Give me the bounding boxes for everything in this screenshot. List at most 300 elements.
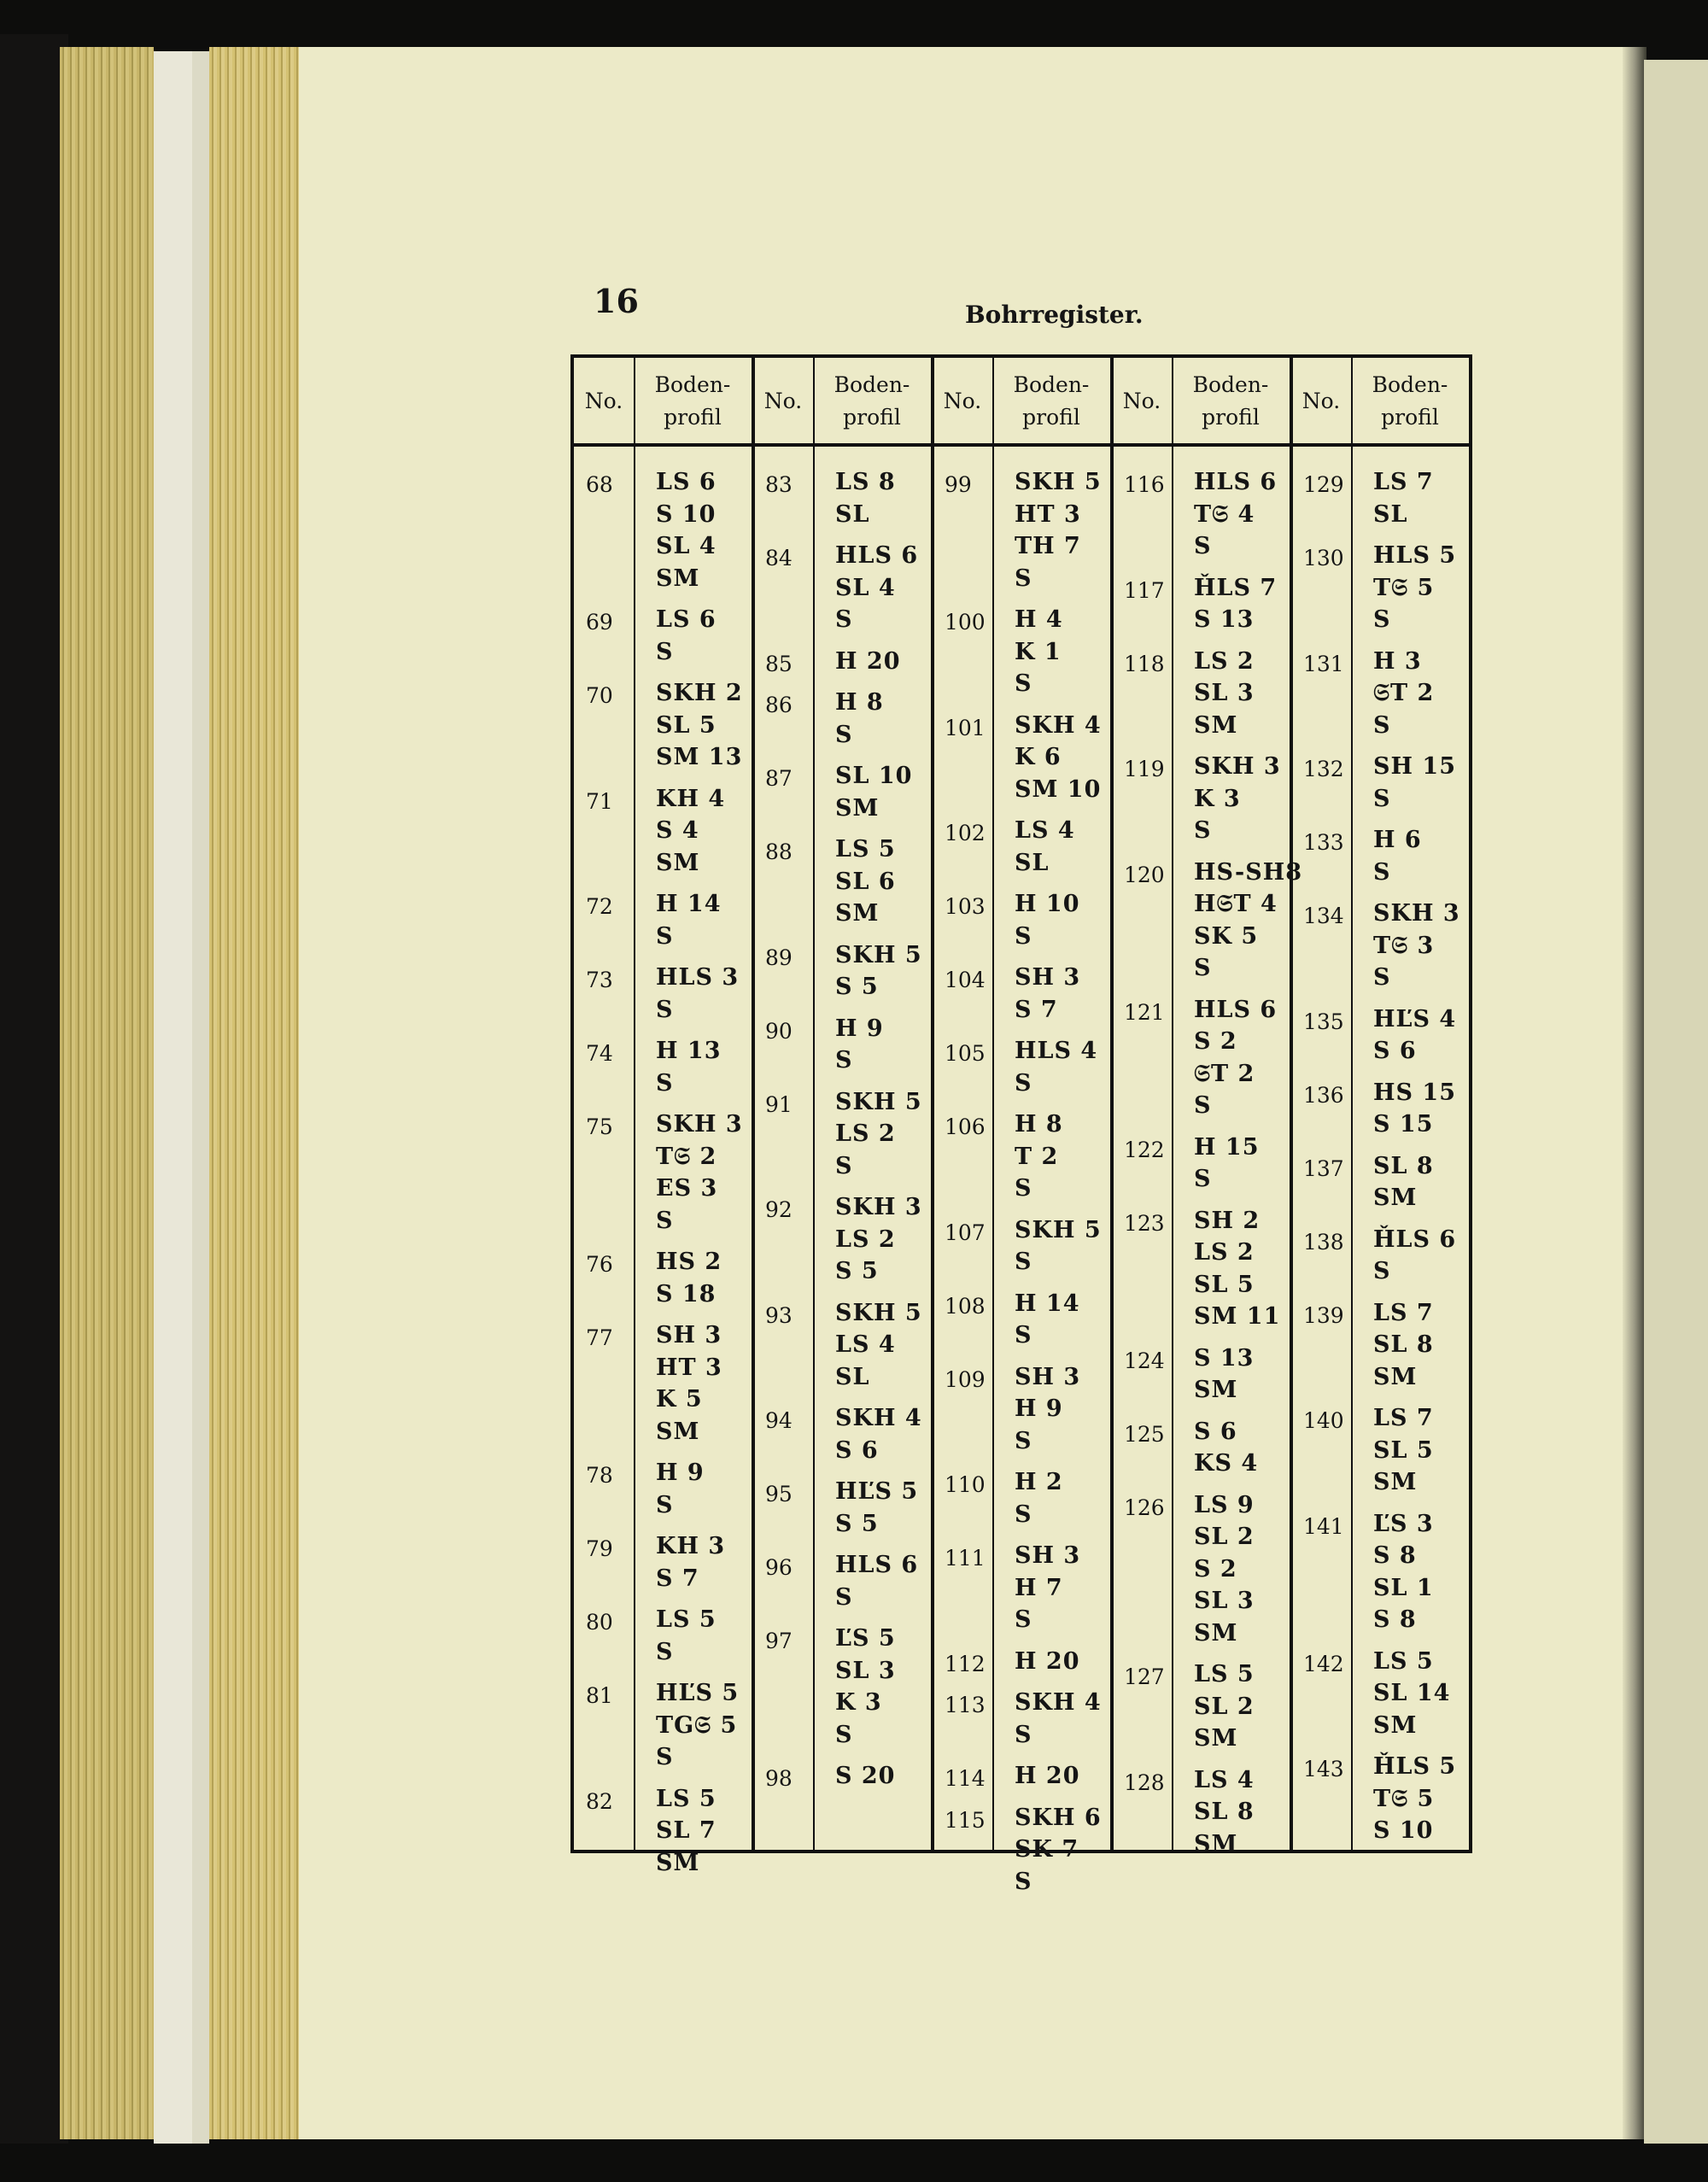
soil-layer: S	[1015, 922, 1032, 950]
soil-layer: S 6	[1373, 1038, 1417, 1064]
group-divider	[931, 358, 934, 1850]
borehole-number: 72	[586, 894, 613, 919]
soil-layer: KH 4	[656, 785, 726, 812]
borehole-number: 134	[1303, 904, 1344, 928]
soil-layer: ȞLS 7	[1194, 574, 1278, 601]
soil-layer: SKH 5	[835, 1299, 922, 1326]
soil-layer: S	[656, 638, 674, 665]
soil-layer: T𝔖 3	[1373, 932, 1435, 959]
soil-layer: SKH 3	[835, 1194, 922, 1220]
group-divider	[752, 358, 755, 1850]
soil-layer: S	[835, 1152, 853, 1179]
soil-layer: SKH 3	[656, 1111, 743, 1138]
soil-layer: SM	[1194, 1377, 1238, 1403]
soil-layer: H 4	[1015, 606, 1063, 633]
soil-layer: LS 9	[1194, 1491, 1255, 1518]
borehole-number: 86	[765, 693, 793, 717]
borehole-number: 80	[586, 1610, 613, 1635]
borehole-number: 137	[1303, 1155, 1344, 1181]
soil-layer: S	[835, 1583, 853, 1611]
borehole-number: 113	[945, 1693, 986, 1717]
book-gutter	[1623, 47, 1647, 2139]
soil-layer: SM	[1373, 1711, 1418, 1739]
borehole-register-table	[570, 354, 1472, 1895]
header-bodenprofil: Boden- profil	[1372, 372, 1448, 430]
borehole-number: 133	[1303, 830, 1344, 855]
soil-layer: S	[1015, 1606, 1032, 1633]
soil-layer: SL 2	[1194, 1693, 1255, 1720]
soil-layer: S 13	[1194, 606, 1255, 633]
borehole-number: 114	[945, 1766, 986, 1791]
borehole-number: 101	[945, 715, 986, 740]
borehole-number: 128	[1124, 1770, 1165, 1795]
soil-layer: SL 3	[835, 1657, 896, 1684]
soil-layer: S	[656, 996, 674, 1023]
borehole-number: 82	[586, 1788, 613, 1814]
soil-layer: SM	[1194, 1619, 1238, 1647]
soil-layer: ĽS 3	[1373, 1510, 1434, 1537]
borehole-number: 95	[765, 1482, 793, 1506]
borehole-number: 131	[1303, 651, 1344, 676]
borehole-number: 99	[945, 472, 972, 497]
soil-layer: S	[1015, 670, 1032, 697]
group-divider	[1290, 358, 1293, 1850]
soil-layer: SKH 5	[835, 1088, 922, 1115]
soil-layer: K 3	[1194, 785, 1241, 812]
soil-layer: S 15	[1373, 1111, 1434, 1138]
soil-layer: HĽS 5	[656, 1680, 740, 1706]
header-bodenprofil: Boden- profil	[654, 372, 731, 430]
soil-layer: SKH 2	[656, 680, 743, 706]
soil-layer: H 13	[656, 1038, 722, 1064]
soil-layer: SL 2	[1194, 1524, 1255, 1550]
borehole-number: 122	[1124, 1137, 1165, 1162]
soil-layer: T𝔖 2	[656, 1143, 717, 1170]
soil-layer: SKH 5	[835, 941, 922, 968]
soil-layer: K 3	[835, 1689, 882, 1716]
borehole-number: 121	[1124, 999, 1165, 1025]
soil-layer: ȞLS 6	[1373, 1226, 1457, 1253]
soil-layer: S 10	[1373, 1817, 1434, 1844]
no-column-divider	[1351, 358, 1353, 1850]
borehole-number: 87	[765, 766, 793, 791]
borehole-number: 141	[1303, 1513, 1344, 1539]
borehole-number: 143	[1303, 1757, 1344, 1781]
borehole-number: 94	[765, 1408, 793, 1433]
soil-layer: SM	[1373, 1185, 1418, 1211]
soil-layer: SL 4	[656, 533, 717, 559]
borehole-number: 79	[586, 1536, 613, 1561]
soil-layer: LS 4	[1194, 1766, 1255, 1793]
soil-layer: HLS 6	[835, 1552, 919, 1578]
soil-layer: SL 6	[835, 868, 896, 895]
borehole-number: 69	[586, 610, 613, 635]
soil-layer: HLS 6	[1194, 996, 1278, 1023]
soil-layer: T𝔖 5	[1373, 1785, 1435, 1812]
header-no: No.	[1122, 389, 1161, 413]
soil-layer: ES 3	[656, 1175, 718, 1202]
borehole-number: 139	[1303, 1302, 1344, 1328]
soil-layer: S	[1015, 1500, 1032, 1528]
soil-layer: SM	[656, 849, 700, 876]
page-edge-shadow	[192, 51, 209, 2144]
group-divider	[1110, 358, 1114, 1850]
soil-layer: HT 3	[656, 1354, 722, 1381]
soil-layer: SL 5	[656, 711, 717, 739]
soil-layer: S 10	[656, 500, 717, 528]
soil-layer: SL	[835, 1363, 870, 1390]
soil-layer: SL 5	[1194, 1271, 1255, 1298]
soil-layer: S 7	[1015, 996, 1058, 1023]
soil-layer: S 13	[1194, 1344, 1255, 1372]
borehole-number: 92	[765, 1197, 793, 1222]
soil-layer: S	[656, 1744, 674, 1770]
soil-layer: H 20	[1015, 1647, 1080, 1675]
soil-layer: LS 2	[835, 1120, 896, 1147]
soil-layer: HLS 4	[1015, 1038, 1098, 1064]
borehole-number: 109	[945, 1366, 986, 1392]
no-column-divider	[634, 358, 635, 1850]
soil-layer: SM 13	[656, 744, 743, 770]
borehole-number: 129	[1303, 472, 1344, 497]
soil-layer: LS 2	[1194, 647, 1255, 675]
no-column-divider	[813, 358, 815, 1850]
soil-layer: H 10	[1015, 891, 1080, 917]
borehole-number: 117	[1124, 577, 1165, 603]
borehole-number: 91	[765, 1091, 793, 1117]
header-bodenprofil: Boden- profil	[1013, 372, 1090, 430]
soil-layer: S	[835, 1047, 853, 1073]
soil-layer: LS 7	[1373, 1405, 1434, 1431]
soil-layer: SH 3	[1015, 1363, 1081, 1390]
soil-layer: H 8	[835, 689, 884, 716]
soil-layer: SL 8	[1373, 1152, 1434, 1179]
soil-layer: SM	[1194, 1830, 1238, 1857]
facing-page-edge	[1644, 60, 1708, 2144]
borehole-number: 103	[945, 894, 986, 919]
soil-layer: S	[1015, 1721, 1032, 1748]
soil-layer: S 4	[656, 817, 699, 844]
no-column-divider	[1172, 358, 1173, 1850]
borehole-number: 136	[1303, 1082, 1344, 1108]
borehole-number: 118	[1124, 651, 1165, 676]
soil-layer: S 5	[835, 1258, 879, 1284]
borehole-number: 84	[765, 546, 793, 570]
borehole-number: 100	[945, 610, 986, 635]
borehole-number: 112	[945, 1651, 986, 1676]
soil-layer: S	[1373, 606, 1391, 633]
borehole-number: 116	[1124, 472, 1165, 497]
soil-layer: S	[656, 922, 674, 950]
borehole-number: 110	[945, 1472, 986, 1497]
soil-layer: LS 5	[656, 1785, 717, 1812]
soil-layer: LS 4	[835, 1331, 896, 1358]
borehole-number: 97	[765, 1629, 793, 1653]
borehole-number: 81	[586, 1683, 613, 1708]
soil-layer: SH 2	[1194, 1207, 1261, 1234]
soil-layer: LS 4	[1015, 817, 1075, 844]
soil-layer: S	[1194, 533, 1212, 559]
soil-layer: S	[1194, 817, 1212, 844]
soil-layer: S 6	[1194, 1418, 1237, 1445]
borehole-number: 93	[765, 1302, 793, 1328]
soil-layer: SM	[656, 1418, 700, 1445]
soil-layer: LS 7	[1373, 469, 1434, 495]
soil-layer: SKH 5	[1015, 1216, 1102, 1243]
borehole-number: 123	[1124, 1210, 1165, 1236]
soil-layer: SL 3	[1194, 680, 1255, 706]
soil-layer: S 2	[1194, 1555, 1237, 1582]
borehole-number: 74	[586, 1041, 613, 1066]
borehole-number: 130	[1303, 546, 1344, 570]
soil-layer: SM	[1194, 711, 1238, 739]
borehole-number: 73	[586, 968, 613, 992]
soil-layer: SKH 6	[1015, 1804, 1102, 1831]
page-edges-left	[60, 47, 154, 2139]
soil-layer: KH 3	[656, 1533, 726, 1559]
soil-layer: S	[1015, 1069, 1032, 1097]
soil-layer: S	[656, 1069, 674, 1097]
soil-layer: S	[656, 1491, 674, 1518]
soil-layer: S	[1015, 1868, 1032, 1895]
soil-layer: S 8	[1373, 1542, 1417, 1569]
borehole-number: 85	[765, 651, 793, 676]
borehole-number: 108	[945, 1293, 986, 1319]
soil-layer: SM	[1373, 1363, 1418, 1390]
borehole-number: 71	[586, 788, 613, 814]
soil-layer: H 7	[1015, 1574, 1063, 1601]
soil-layer: SM	[1373, 1469, 1418, 1495]
soil-layer: S	[1194, 955, 1212, 981]
soil-layer: SL 1	[1373, 1574, 1434, 1601]
borehole-number: 107	[945, 1220, 986, 1245]
soil-layer: S	[1194, 1092, 1212, 1119]
borehole-number: 83	[765, 472, 793, 497]
header-bodenprofil: Boden- profil	[834, 372, 910, 430]
soil-layer: HS 15	[1373, 1079, 1456, 1106]
soil-layer: SKH 4	[835, 1405, 922, 1431]
soil-layer: HLS 3	[656, 964, 740, 991]
soil-layer: SL 3	[1194, 1588, 1255, 1614]
soil-layer: LS 5	[656, 1606, 717, 1633]
soil-layer: SK 5	[1194, 922, 1259, 950]
soil-layer: LS 2	[1194, 1239, 1255, 1266]
borehole-number: 96	[765, 1555, 793, 1580]
soil-layer: HLS 6	[1194, 469, 1278, 495]
soil-layer: S	[1194, 1166, 1212, 1192]
borehole-number: 111	[945, 1546, 986, 1571]
borehole-number: 98	[765, 1766, 793, 1791]
borehole-number: 135	[1303, 1009, 1344, 1034]
soil-layer: S	[835, 1721, 853, 1748]
soil-layer: S	[656, 1207, 674, 1234]
header-no: No.	[763, 389, 803, 413]
soil-layer: LS 6	[656, 606, 717, 633]
page-edge-white	[154, 51, 192, 2144]
soil-layer: SL	[1373, 500, 1408, 528]
borehole-number: 120	[1124, 862, 1165, 887]
soil-layer: S	[1015, 1427, 1032, 1454]
soil-layer: S	[835, 721, 853, 748]
soil-layer: HĽS 5	[835, 1478, 919, 1505]
soil-layer: H 3	[1373, 647, 1422, 675]
soil-layer: H 9	[1015, 1395, 1063, 1422]
soil-layer: S	[1373, 964, 1391, 991]
soil-layer: K 5	[656, 1386, 703, 1413]
soil-layer: SH 3	[656, 1322, 722, 1348]
soil-layer: SM	[1194, 1725, 1238, 1752]
borehole-number: 138	[1303, 1229, 1344, 1255]
soil-layer: SM 10	[1015, 775, 1102, 803]
soil-layer: S 7	[656, 1565, 699, 1592]
borehole-number: 88	[765, 839, 793, 864]
borehole-number: 76	[586, 1252, 613, 1277]
soil-layer: LS 8	[835, 469, 896, 495]
soil-layer: KS 4	[1194, 1450, 1259, 1477]
soil-layer: TG𝔖 5	[656, 1711, 738, 1739]
soil-layer: K 6	[1015, 744, 1062, 770]
soil-layer: ĽS 5	[835, 1625, 896, 1652]
soil-layer: H 2	[1015, 1469, 1063, 1495]
running-head: Bohrregister.	[965, 301, 1144, 329]
header-no: No.	[943, 389, 982, 413]
soil-layer: H 14	[656, 891, 722, 917]
soil-layer: S 8	[1373, 1606, 1417, 1633]
soil-layer: S 2	[1194, 1028, 1237, 1055]
soil-layer: S 18	[656, 1280, 717, 1307]
borehole-number: 124	[1124, 1348, 1165, 1373]
soil-layer: SL 10	[835, 763, 913, 789]
borehole-number: 126	[1124, 1495, 1165, 1520]
soil-layer: S	[1015, 1175, 1032, 1202]
soil-layer: SL 5	[1373, 1436, 1434, 1464]
soil-layer: SH 15	[1373, 753, 1456, 780]
soil-layer: SKH 3	[1194, 753, 1281, 780]
soil-layer: S	[1373, 1258, 1391, 1284]
soil-layer: HĽS 4	[1373, 1005, 1457, 1033]
soil-layer: S	[1015, 1322, 1032, 1348]
soil-layer: HS-SH8	[1194, 858, 1302, 886]
soil-layer: 𝔖T 2	[1194, 1060, 1255, 1087]
soil-layer: LS 6	[656, 469, 717, 495]
borehole-number: 89	[765, 945, 793, 970]
soil-layer: SL 8	[1373, 1331, 1434, 1358]
soil-layer: H 9	[835, 1015, 884, 1042]
soil-layer: SH 3	[1015, 1542, 1081, 1569]
borehole-number: 105	[945, 1041, 986, 1066]
soil-layer: SK 7	[1015, 1836, 1079, 1863]
borehole-number: 70	[586, 683, 613, 708]
soil-layer: S 6	[835, 1436, 879, 1464]
soil-layer: SL 4	[835, 574, 896, 601]
soil-layer: SKH 4	[1015, 1689, 1102, 1716]
soil-layer: H 8	[1015, 1111, 1063, 1138]
header-no: No.	[1301, 389, 1341, 413]
header-no: No.	[584, 389, 623, 413]
header-rule	[574, 443, 1469, 447]
borehole-number: 75	[586, 1114, 613, 1139]
soil-layer: 𝔖T 2	[1373, 680, 1435, 706]
soil-layer: SM 11	[1194, 1303, 1281, 1330]
soil-layer: SL 8	[1194, 1799, 1255, 1825]
no-column-divider	[992, 358, 994, 1850]
borehole-number: 106	[945, 1114, 986, 1139]
soil-layer: SM	[835, 794, 880, 822]
soil-layer: S 5	[835, 974, 879, 1000]
borehole-number: 102	[945, 821, 986, 845]
borehole-number: 104	[945, 968, 986, 992]
soil-layer: H 9	[656, 1460, 705, 1486]
soil-layer: HT 3	[1015, 500, 1081, 528]
soil-layer: SM	[656, 565, 700, 592]
soil-layer: LS 7	[1373, 1299, 1434, 1326]
soil-layer: SKH 3	[1373, 900, 1460, 927]
borehole-number: 119	[1124, 757, 1165, 781]
soil-layer: SKH 5	[1015, 469, 1102, 495]
borehole-number: 78	[586, 1463, 613, 1488]
borehole-number: 132	[1303, 757, 1344, 781]
soil-layer: S	[835, 606, 853, 633]
soil-layer: H 20	[835, 647, 901, 675]
soil-layer: S	[1015, 565, 1032, 592]
borehole-number: 90	[765, 1018, 793, 1044]
soil-layer: SKH 4	[1015, 711, 1102, 739]
soil-layer: S	[656, 1638, 674, 1665]
page-number: 16	[594, 282, 639, 320]
soil-layer: T𝔖 4	[1194, 500, 1255, 528]
borehole-number: 115	[945, 1807, 986, 1833]
soil-layer: HLS 5	[1373, 542, 1457, 569]
borehole-number: 140	[1303, 1408, 1344, 1433]
soil-layer: H 14	[1015, 1290, 1080, 1317]
soil-layer: H 6	[1373, 827, 1422, 853]
soil-layer: H𝔖T 4	[1194, 891, 1278, 917]
soil-layer: T𝔖 5	[1373, 574, 1435, 601]
soil-layer: H 15	[1194, 1133, 1260, 1161]
soil-layer: LS 5	[835, 836, 896, 863]
borehole-number: 125	[1124, 1421, 1165, 1447]
soil-layer: SH 3	[1015, 964, 1081, 991]
soil-layer: SL 7	[656, 1817, 717, 1844]
soil-layer: S	[1373, 858, 1391, 886]
soil-layer: TH 7	[1015, 533, 1081, 559]
soil-layer: SL	[1015, 849, 1050, 876]
soil-layer: SM	[656, 1849, 700, 1876]
borehole-number: 68	[586, 472, 613, 497]
soil-layer: S 20	[835, 1763, 896, 1789]
soil-layer: HLS 6	[835, 542, 919, 569]
soil-layer: H 20	[1015, 1763, 1080, 1789]
soil-layer: SL	[835, 500, 870, 528]
borehole-number: 142	[1303, 1651, 1344, 1676]
soil-layer: K 1	[1015, 638, 1062, 665]
book-cover-edge	[0, 34, 68, 2144]
soil-layer: SL 14	[1373, 1680, 1451, 1706]
borehole-number: 77	[586, 1325, 613, 1350]
borehole-number: 127	[1124, 1664, 1165, 1689]
soil-layer: T 2	[1015, 1143, 1059, 1170]
soil-layer: HS 2	[656, 1249, 722, 1275]
soil-layer: S	[1373, 711, 1391, 739]
page-edges-gilt	[209, 47, 303, 2139]
soil-layer: LS 2	[835, 1226, 896, 1253]
soil-layer: SM	[835, 900, 880, 927]
soil-layer: ȞLS 5	[1373, 1753, 1457, 1780]
soil-layer: S	[1373, 785, 1391, 812]
soil-layer: S 5	[835, 1510, 879, 1537]
soil-layer: S	[1015, 1249, 1032, 1275]
soil-layer: LS 5	[1194, 1661, 1255, 1688]
